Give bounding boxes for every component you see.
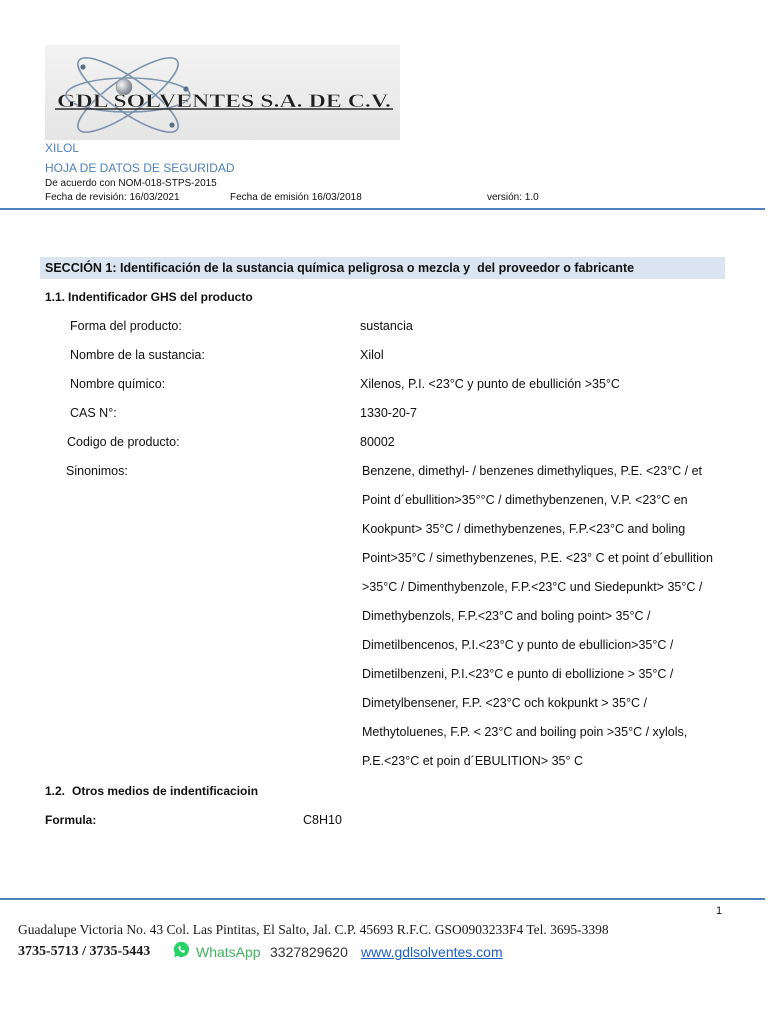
field-value-synonyms [362, 457, 713, 776]
field-value-formula: C8H10 [303, 813, 342, 827]
footer-phones: 3735-5713 / 3735-5443 [18, 944, 151, 959]
subsection-title: Indentificador GHS del producto [68, 290, 253, 304]
product-name: XILOL [45, 141, 80, 155]
field-label-product-form: Forma del producto: [70, 319, 182, 333]
whatsapp-label: WhatsApp [196, 944, 261, 960]
field-value-product-code: 80002 [360, 435, 395, 449]
field-value-substance-name: Xilol [360, 348, 384, 362]
revision-date: Fecha de revisión: 16/03/2021 [45, 192, 180, 203]
synonyms-line: Point>35°C / simethybenzenes, P.E. <23° C et point d´ebullition [362, 551, 713, 565]
synonyms-line: Methytoluenes, F.P. < 23°C and boiling poin >35°C / xylols, [362, 725, 688, 739]
section-header-bar [40, 257, 725, 279]
subsection-title: Otros medios de indentificacioin [72, 784, 259, 798]
synonyms-line: Dimetilbenzeni, P.I.<23°C e punto di ebollizione > 35°C / [362, 667, 674, 681]
website-link[interactable]: www.gdlsolventes.com [361, 944, 503, 960]
field-label-formula: Formula: [45, 813, 97, 827]
section-title: SECCIÓN 1: Identificación de la sustancia química peligrosa o mezcla y del proveedor o fabricante [45, 261, 635, 275]
page-number: 1 [716, 905, 723, 917]
subsection-number: 1.2. [45, 784, 66, 798]
field-label-substance-name: Nombre de la sustancia: [70, 348, 205, 362]
field-label-synonyms: Sinonimos: [66, 464, 128, 478]
field-value-product-form: sustancia [360, 319, 413, 333]
field-value-chemical-name: Xilenos, P.I. <23°C y punto de ebullición >35°C [360, 377, 620, 391]
header-divider [0, 208, 765, 210]
whatsapp-icon [173, 941, 190, 958]
field-value-cas-number: 1330-20-7 [360, 406, 417, 420]
atom-electron [80, 64, 85, 69]
footer-divider [0, 898, 765, 900]
synonyms-line: Point d´ebullition>35°°C / dimethybenzenen, V.P. <23°C en [362, 493, 688, 507]
synonyms-line: Benzene, dimethyl- / benzenes dimethyliques, P.E. <23°C / et [362, 464, 703, 478]
synonyms-line: Kookpunt> 35°C / dimethybenzenes, F.P.<23°C and boling [362, 522, 686, 536]
footer-address: Guadalupe Victoria No. 43 Col. Las Pintitas, El Salto, Jal. C.P. 45693 R.F.C. GSO0903233F4 Tel. 3695-3398 [18, 922, 609, 937]
synonyms-line: >35°C / Dimenthybenzole, F.P.<23°C und Siedepunkt> 35°C / [362, 580, 703, 594]
issue-date: Fecha de emisión 16/03/2018 [230, 192, 362, 203]
document-version: versión: 1.0 [487, 192, 539, 203]
norm-reference: De acuerdo con NOM-018-STPS-2015 [45, 178, 217, 189]
field-label-product-code: Codigo de producto: [67, 435, 180, 449]
synonyms-line: Dimethybenzols, F.P.<23°C and boling point> 35°C / [362, 609, 651, 623]
atom-electron [169, 122, 174, 127]
field-label-chemical-name: Nombre químico: [70, 377, 166, 391]
company-logo [45, 45, 400, 140]
synonyms-line: Dimetylbensener, F.P. <23°C och kokpunkt > 35°C / [362, 696, 647, 710]
subsection-number: 1.1. [45, 290, 66, 304]
whatsapp-number: 3327829620 [270, 944, 348, 960]
document-title: HOJA DE DATOS DE SEGURIDAD [45, 161, 235, 175]
synonyms-line: P.E.<23°C et poin d´EBULITION> 35° C [362, 754, 583, 768]
field-label-cas-number: CAS N°: [70, 406, 117, 420]
synonyms-line: Dimetilbencenos, P.I.<23°C y punto de ebullicion>35°C / [362, 638, 674, 652]
logo-text: GDL SOLVENTES S.A. DE C.V. [57, 91, 391, 112]
